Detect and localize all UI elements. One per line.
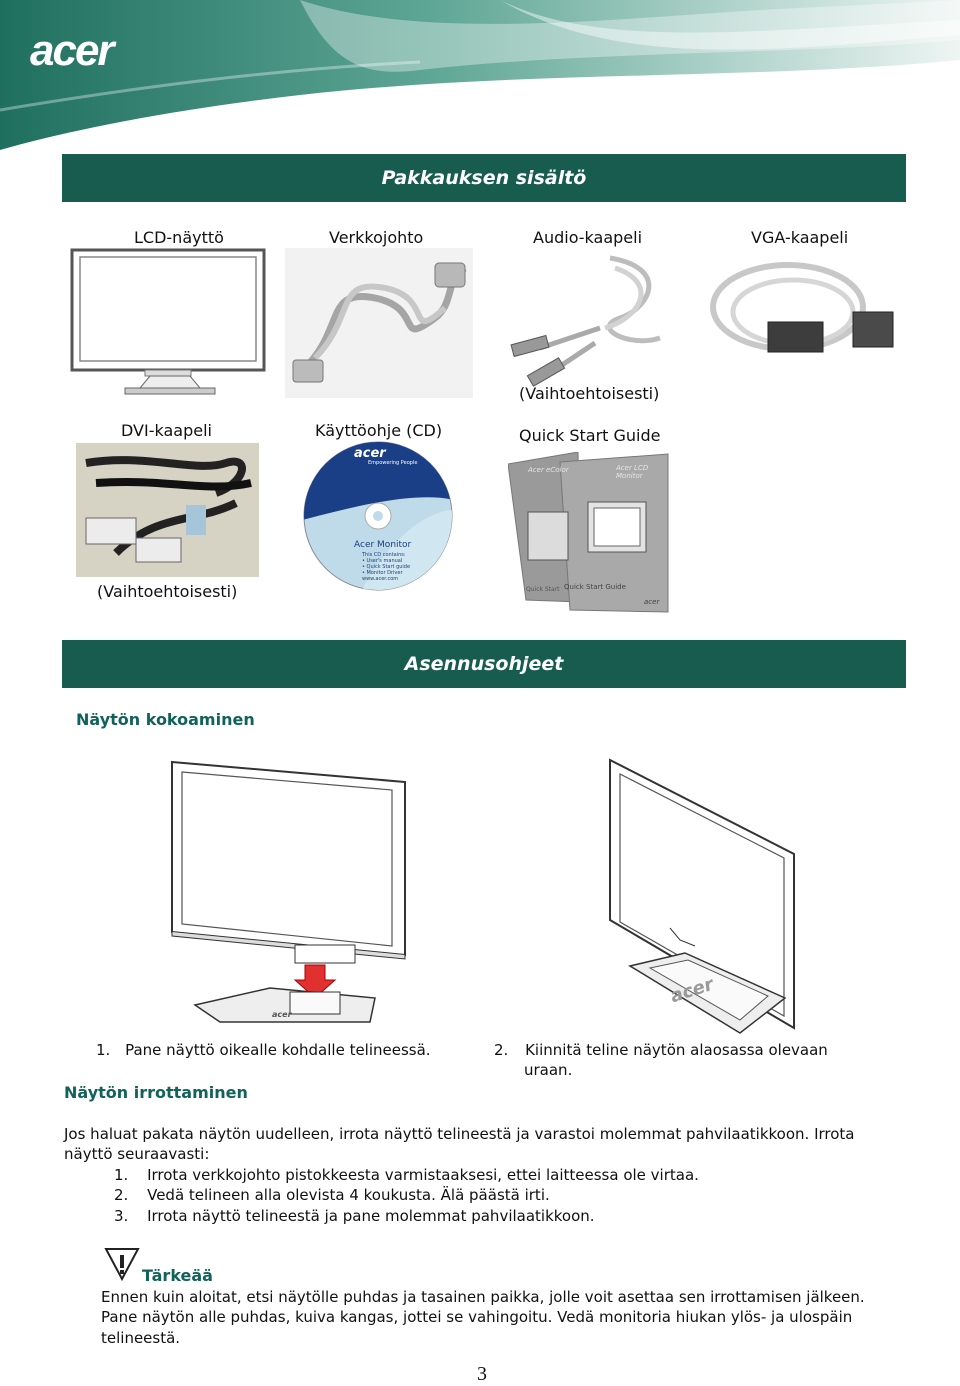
guide-right-footer: Quick Start Guide bbox=[564, 583, 626, 591]
step-number: 2. bbox=[494, 1041, 509, 1059]
important-text: Ennen kuin aloitat, etsi näytölle puhdas ja tasainen paikka, jolle voit asettaa sen irrottamisen jälkeen. bbox=[101, 1288, 865, 1306]
guide-right-title: Acer LCD Monitor bbox=[616, 464, 649, 480]
manual-cd-image bbox=[302, 440, 454, 596]
stand-logo: acer bbox=[667, 973, 717, 1008]
step-text: Irrota verkkojohto pistokkeesta varmistaaksesi, ettei laitteessa ole virtaa. bbox=[147, 1166, 699, 1184]
lcd-monitor-image bbox=[70, 248, 270, 402]
item-label-dvi-cable: DVI-kaapeli bbox=[121, 421, 212, 440]
audio-cable-image bbox=[500, 248, 676, 392]
stand-logo: acer bbox=[272, 1010, 292, 1019]
audio-optional-note: (Vaihtoehtoisesti) bbox=[519, 384, 660, 403]
step-number: 1. bbox=[114, 1166, 129, 1184]
removal-heading: Näytön irrottaminen bbox=[64, 1083, 248, 1102]
item-label-vga-cable: VGA-kaapeli bbox=[751, 228, 849, 247]
step-text: Irrota näyttö telineestä ja pane molemmat pahvilaatikkoon. bbox=[147, 1207, 595, 1225]
page-number: 3 bbox=[477, 1363, 487, 1385]
cd-logo: acer bbox=[354, 446, 386, 461]
acer-logo: acer bbox=[30, 26, 113, 75]
guide-brand: acer bbox=[644, 598, 660, 606]
assembly-illustration-step2 bbox=[600, 758, 800, 1042]
cd-url: www.acer.com bbox=[362, 576, 399, 582]
header-wave-graphic bbox=[0, 0, 960, 150]
cd-contents bbox=[362, 552, 410, 582]
cd-line: • User's manual bbox=[362, 558, 403, 564]
assembly-step-2-continued: uraan. bbox=[524, 1061, 573, 1079]
important-text: telineestä. bbox=[101, 1329, 181, 1347]
dvi-cable-image bbox=[76, 443, 259, 581]
step-text: Vedä telineen alla olevista 4 koukusta. Älä päästä irti. bbox=[147, 1186, 550, 1204]
section-title-bar bbox=[62, 640, 906, 688]
step-text: Pane näyttö oikealle kohdalle telineessä. bbox=[125, 1041, 431, 1059]
header-band bbox=[0, 0, 960, 150]
warning-icon bbox=[104, 1246, 140, 1286]
cd-line: • Quick Start guide bbox=[362, 564, 411, 570]
removal-intro: Jos haluat pakata näytön uudelleen, irrota näyttö telineestä ja varastoi molemmat pahvilaatikkoon. Irrota bbox=[64, 1125, 855, 1143]
power-cord-image bbox=[285, 248, 473, 402]
assembly-step-1 bbox=[96, 1040, 431, 1060]
removal-step bbox=[114, 1206, 595, 1226]
section-title: Pakkauksen sisältö bbox=[381, 167, 587, 189]
section-title: Asennusohjeet bbox=[404, 653, 564, 675]
removal-intro-continued: näyttö seuraavasti: bbox=[64, 1145, 210, 1163]
item-label-audio-cable: Audio-kaapeli bbox=[533, 228, 643, 247]
guide-left-title: Acer eColor bbox=[528, 466, 569, 474]
cd-tagline: Empowering People bbox=[368, 460, 418, 466]
item-label-manual-cd: Käyttöohje (CD) bbox=[315, 421, 443, 440]
step-number: 1. bbox=[96, 1041, 111, 1059]
important-text: Pane näytön alle puhdas, kuiva kangas, jottei se vahingoitu. Vedä monitoria hiukan ylös- ja ulospäin bbox=[101, 1308, 853, 1326]
item-label-lcd: LCD-näyttö bbox=[134, 228, 224, 247]
assembly-illustration-step1 bbox=[160, 760, 410, 1036]
removal-step bbox=[114, 1185, 550, 1205]
cd-contains-label: This CD contains: bbox=[362, 552, 406, 558]
step-number: 2. bbox=[114, 1186, 129, 1204]
removal-step bbox=[114, 1165, 699, 1185]
section-title-bar bbox=[62, 154, 906, 202]
guide-left-footer: Quick Start bbox=[526, 586, 560, 593]
cd-title: Acer Monitor bbox=[354, 540, 412, 550]
item-label-quick-start-guide: Quick Start Guide bbox=[519, 426, 661, 445]
item-label-power-cord: Verkkojohto bbox=[329, 228, 424, 247]
important-heading: Tärkeää bbox=[142, 1266, 213, 1285]
assembly-step-2 bbox=[494, 1040, 828, 1060]
cd-line: • Monitor Driver bbox=[362, 570, 403, 576]
assembly-heading: Näytön kokoaminen bbox=[76, 710, 255, 729]
vga-cable-image bbox=[708, 252, 903, 386]
step-number: 3. bbox=[114, 1207, 129, 1225]
step-text: Kiinnitä teline näytön alaosassa olevaan bbox=[525, 1041, 828, 1059]
dvi-optional-note: (Vaihtoehtoisesti) bbox=[97, 582, 238, 601]
quick-start-guide-image bbox=[508, 452, 673, 618]
